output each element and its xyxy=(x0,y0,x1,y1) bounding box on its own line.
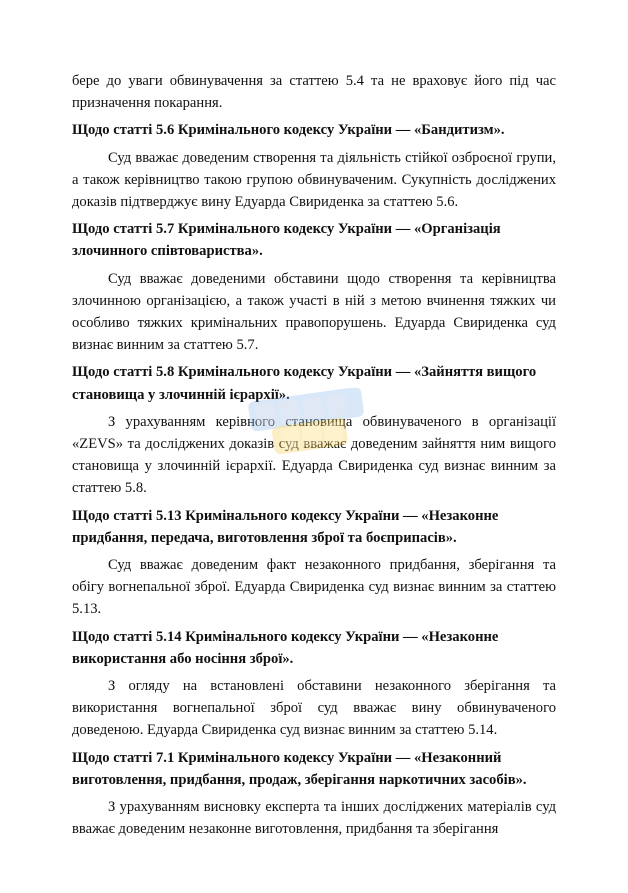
section-5-7 xyxy=(72,218,556,356)
section-heading: Щодо статті 5.6 Кримінального кодексу України — «Бандитизм». xyxy=(72,122,505,139)
section-body: Суд вважає доведеними обставини щодо створення та керівництва злочинною організацією, а також участі в ній з метою вчинення тяжких чи особливо тяжких кримінальних правопорушень. Едуарда Свириденка суд визнає винним за статтею 5.7. xyxy=(72,270,556,354)
section-heading: Щодо статті 7.1 Кримінального кодексу України — «Незаконний виготовлення, придбання, продаж, зберігання наркотичних засобів». xyxy=(72,749,527,788)
section-5-14 xyxy=(72,626,556,742)
section-heading: Щодо статті 5.7 Кримінального кодексу України — «Організація злочинного співтовариства». xyxy=(72,221,501,260)
section-heading: Щодо статті 5.13 Кримінального кодексу України — «Незаконне придбання, передача, виготовлення зброї та боєприпасів». xyxy=(72,507,499,546)
section-5-8 xyxy=(72,361,556,499)
section-heading: Щодо статті 5.8 Кримінального кодексу України — «Зайняття вищого становища у злочинній ієрархії». xyxy=(72,364,537,403)
section-heading: Щодо статті 5.14 Кримінального кодексу України — «Незаконне використання або носіння зброї». xyxy=(72,628,499,667)
section-body: З урахуванням керівного становища обвинуваченого в організації «ZEVS» та досліджених доказів суд вважає доведеним зайняття ним вищого становища у злочинній ієрархії. Едуарда Свириденка суд визнає винним за статтею 5.8. xyxy=(72,413,556,497)
section-body: З огляду на встановлені обставини незаконного зберігання та використання вогнепальної зброї суд вважає вину обвинуваченого доведеною. Едуарда Свириденка суд визнає винним за статтею 5.14. xyxy=(72,678,556,739)
section-body: Суд вважає доведеним створення та діяльність стійкої озброєної групи, а також керівництво такою групою обвинуваченим. Сукупність досліджених доказів підтверджує вину Едуарда Свириденка за статтею 5.6. xyxy=(72,149,556,211)
section-body: Суд вважає доведеним факт незаконного придбання, зберігання та обігу вогнепальної зброї. Едуарда Свириденка суд визнає винним за статтею 5.13. xyxy=(72,557,556,618)
section-5-13 xyxy=(72,505,556,621)
section-body: З урахуванням висновку експерта та інших досліджених матеріалів суд вважає доведеним незаконне виготовлення, придбання та зберігання xyxy=(72,799,556,838)
document-page xyxy=(72,70,556,841)
section-7-1 xyxy=(72,747,556,841)
intro-paragraph: бере до уваги обвинувачення за статтею 5.4 та не враховує його під час призначення покарання. xyxy=(72,73,556,112)
section-5-6 xyxy=(72,119,556,213)
